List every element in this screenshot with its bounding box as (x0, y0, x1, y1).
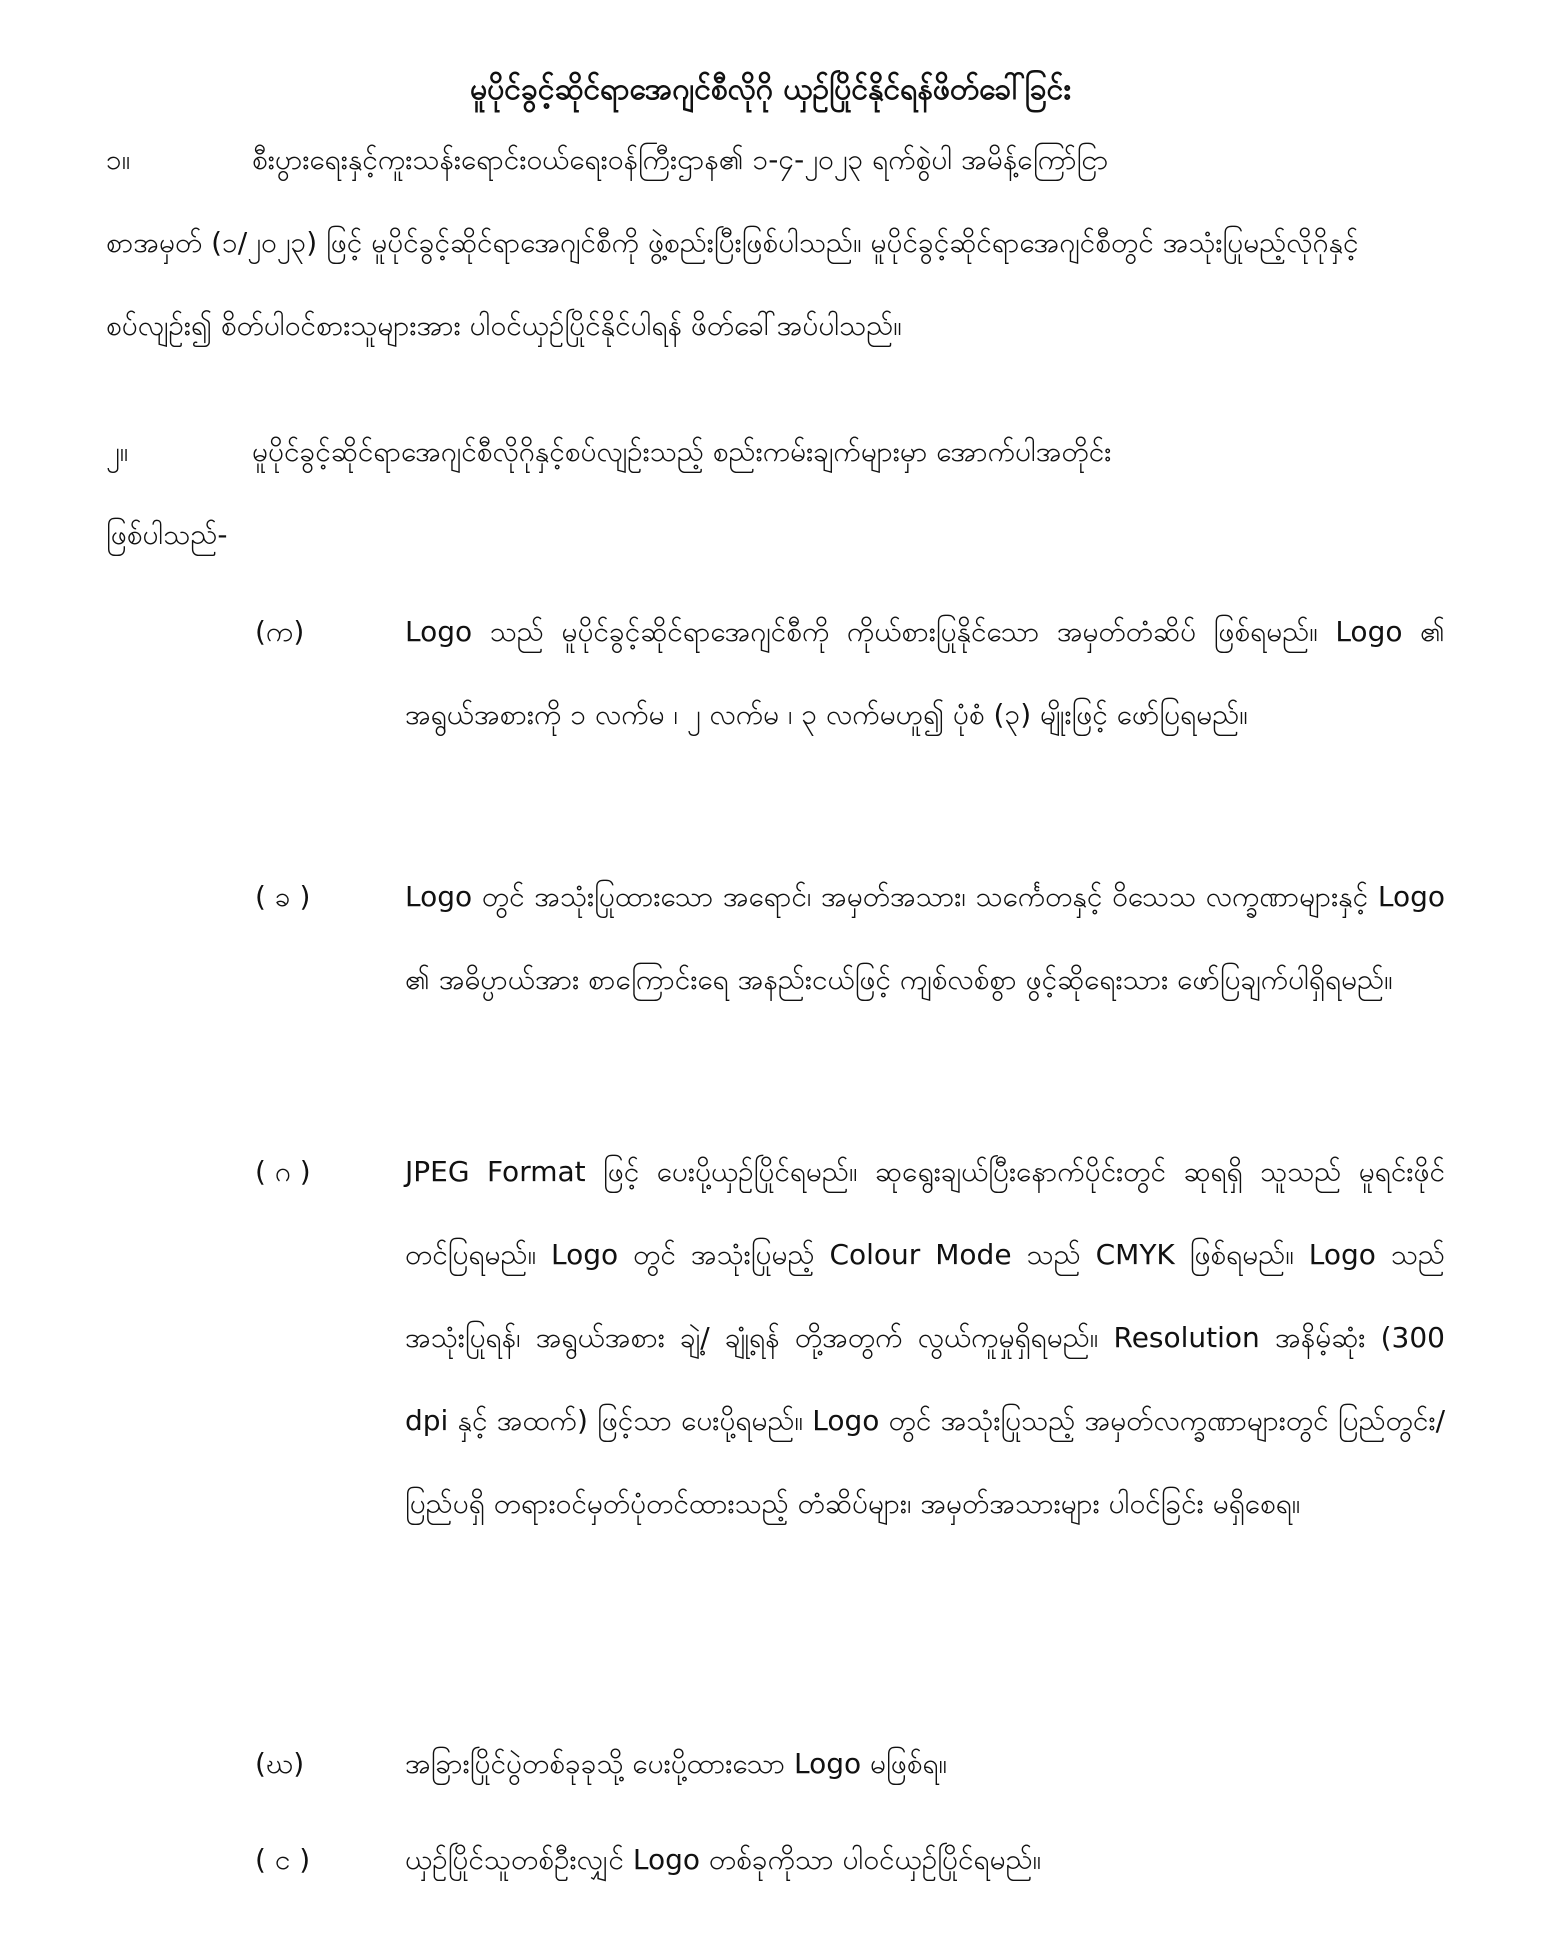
item-label: ( ဂ ) (255, 1155, 311, 1188)
item-text: Logo သည် မူပိုင်ခွင့်ဆိုင်ရာအေဂျင်စီကို ကိုယ်စားပြုနိုင်သော အမှတ်တံဆိပ် ဖြစ်ရမည်။ Logo ၏ အရွယ်အစားကို ၁ လက်မ ၊ ၂ လက်မ ၊ ၃ လက်မဟူ၍ ပုံစံ (၃) မျိုးဖြင့် ဖော်ပြရမည်။ (405, 615, 1445, 731)
paragraph-continuation: ဖြစ်ပါသည်- (106, 518, 228, 551)
paragraph-first-line: စီးပွားရေးနှင့်ကူးသန်းရောင်းဝယ်ရေးဝန်ကြီးဌာန၏ ၁-၄-၂၀၂၃ ရက်စွဲပါ အမိန့်ကြော်ငြာ (252, 143, 1109, 176)
paragraph-1 (106, 118, 1444, 367)
item-label: ( င ) (255, 1843, 311, 1876)
list-item-gha (255, 1722, 1445, 1805)
paragraph-first-line: မူပိုင်ခွင့်ဆိုင်ရာအေဂျင်စီလိုဂိုနှင့်စပ်လျဉ်းသည့် စည်းကမ်းချက်များမှာ အောက်ပါအတိုင်း (252, 435, 1112, 468)
item-label: ( ခ ) (255, 880, 311, 913)
item-text: အခြားပြိုင်ပွဲတစ်ခုခုသို့ ပေးပို့ထားသော Logo မဖြစ်ရ။ (405, 1747, 948, 1780)
list-item-ga (255, 1130, 1445, 1545)
paragraph-2 (106, 410, 1444, 576)
paragraph-continuation: စာအမှတ် (၁/၂၀၂၃) ဖြင့် မူပိုင်ခွင့်ဆိုင်ရာအေဂျင်စီကို ဖွဲ့စည်းပြီးဖြစ်ပါသည်။ မူပိုင်ခွင့်ဆိုင်ရာအေဂျင်စီတွင် အသုံးပြုမည့်လိုဂိုနှင့်စပ်လျဉ်း၍ စိတ်ပါဝင်စားသူများအား ပါဝင်ယှဉ်ပြိုင်နိုင်ပါရန် ဖိတ်ခေါ်အပ်ပါသည်။ (106, 226, 1359, 342)
list-item-ka (255, 590, 1445, 756)
item-text: ယှဉ်ပြိုင်သူတစ်ဦးလျှင် Logo တစ်ခုကိုသာ ပါဝင်ယှဉ်ပြိုင်ရမည်။ (405, 1843, 1042, 1876)
paragraph-number: ၁။ (106, 143, 131, 176)
item-text: JPEG Format ဖြင့် ပေးပို့ယှဉ်ပြိုင်ရမည်။ ဆုရွေးချယ်ပြီးနောက်ပိုင်းတွင် ဆုရရှိ သူသည် မူရင်းဖိုင် တင်ပြရမည်။ Logo တွင် အသုံးပြုမည့် Colour Mode သည် CMYK ဖြစ်ရမည်။ Logo သည် အသုံးပြုရန်၊ အရွယ်အစား ချဲ့/ ချုံ့ရန် တို့အတွက် လွယ်ကူမှုရှိရမည်။ Resolution အနိမ့်ဆုံး (300 dpi နှင့် အထက်) ဖြင့်သာ ပေးပို့ရမည်။ Logo တွင် အသုံးပြုသည့် အမှတ်လက္ခဏာများတွင် ပြည်တွင်း/ ပြည်ပရှိ တရားဝင်မှတ်ပုံတင်ထားသည့် တံဆိပ်များ၊ အမှတ်အသားများ ပါဝင်ခြင်း မရှိစေရ။ (405, 1155, 1445, 1520)
paragraph-number: ၂။ (106, 435, 129, 468)
list-item-nga (255, 1818, 1445, 1901)
item-label: (ဃ) (255, 1747, 305, 1780)
item-text: Logo တွင် အသုံးပြုထားသော အရောင်၊ အမှတ်အသား၊ သင်္ကေတနှင့် ဝိသေသ လက္ခဏာများနှင့် Logo ၏ အဓိပ္ပာယ်အား စာကြောင်းရေ အနည်းငယ်ဖြင့် ကျစ်လစ်စွာ ဖွင့်ဆိုရေးသား ဖော်ပြချက်ပါရှိရမည်။ (405, 880, 1445, 996)
list-item-kha (255, 855, 1445, 1021)
item-label: (က) (255, 615, 305, 648)
document-title: မူပိုင်ခွင့်ဆိုင်ရာအေဂျင်စီလိုဂို ယှဉ်ပြိုင်နိုင်ရန်ဖိတ်ခေါ်ခြင်း (470, 72, 1071, 107)
